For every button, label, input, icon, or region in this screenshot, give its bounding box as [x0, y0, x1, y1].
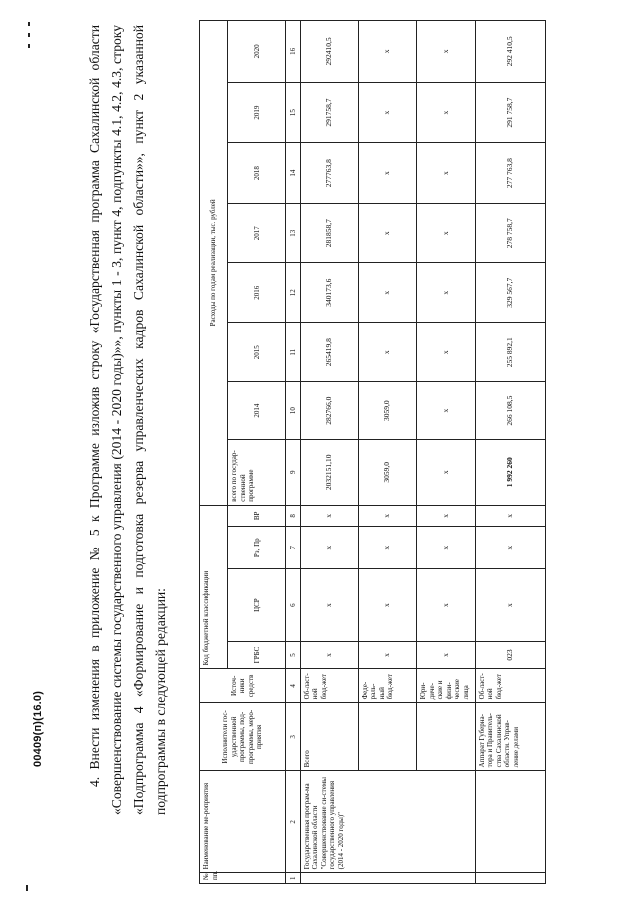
header-source: Источ-ники средств [200, 669, 286, 703]
column-number: 8 [286, 505, 300, 526]
value-cell-2020: 292 410,5 [475, 21, 545, 83]
header-2020: 2020 [228, 21, 286, 83]
value-cell-2019: 291758,7 [300, 82, 358, 143]
source-cell: Об-ласт-ной бюд-жет [300, 669, 358, 703]
table-row [358, 21, 416, 884]
csr-cell: x [300, 569, 358, 641]
value-cell-2017: x [358, 203, 416, 263]
csr-cell: x [417, 569, 475, 641]
header-total: всего по государ-ственной программе [228, 439, 286, 505]
value-cell-2015: 265419,8 [300, 322, 358, 382]
value-cell-2018: 277 763,8 [475, 143, 545, 204]
header-rz: Рз, Пр [228, 526, 286, 569]
table-row [475, 21, 545, 884]
value-cell-2016: x [358, 263, 416, 323]
column-number: 9 [286, 439, 300, 505]
value-cell-2015: x [417, 322, 475, 382]
intro-text [84, 25, 172, 815]
program-name: Государственная програм-ма Сахалинской области "Совершенствование си-стемы государственного управления (2014 - 2020 годы)" [300, 771, 475, 873]
source-cell: Феде-раль-ный бюд-жет [358, 669, 416, 703]
value-cell-2020: x [358, 21, 416, 83]
value-cell-2018: 277763,8 [300, 143, 358, 204]
grbs-cell: x [358, 641, 416, 669]
value-cell-2019: 291 758,7 [475, 82, 545, 143]
value-cell-2020: x [417, 21, 475, 83]
column-number: 5 [286, 641, 300, 669]
executor-cell: Аппарат Губерна-тора и Правитель-ства Сахалинской области. Управ-ление делами [475, 703, 545, 771]
total-cell: 1 992 260 [475, 439, 545, 505]
rz-cell: x [475, 526, 545, 569]
value-cell-2017: 281858,7 [300, 203, 358, 263]
header-num: № пп. [200, 873, 286, 884]
value-cell-2016: x [417, 263, 475, 323]
header-csr: ЦСР [228, 569, 286, 641]
column-number: 7 [286, 526, 300, 569]
header-executor: Исполнители гос-ударственной программы, под-программы, меро-приятия [200, 703, 286, 771]
vr-cell: x [300, 505, 358, 526]
value-cell-2018: x [358, 143, 416, 204]
column-number: 4 [286, 669, 300, 703]
column-number: 6 [286, 569, 300, 641]
column-number: 16 [286, 21, 300, 83]
column-number: 15 [286, 82, 300, 143]
grbs-cell: 023 [475, 641, 545, 669]
rz-cell: x [300, 526, 358, 569]
value-cell-2015: x [358, 322, 416, 382]
total-cell: 2032151,10 [300, 439, 358, 505]
executor-cell [358, 703, 416, 771]
column-number: 14 [286, 143, 300, 204]
value-cell-2017: 278 758,7 [475, 203, 545, 263]
value-cell-2014: 282766,0 [300, 382, 358, 439]
value-cell-2019: x [417, 82, 475, 143]
column-number: 3 [286, 703, 300, 771]
grbs-cell: x [417, 641, 475, 669]
value-cell-2014: x [417, 382, 475, 439]
column-number: 10 [286, 382, 300, 439]
value-cell-2017: x [417, 203, 475, 263]
column-number: 11 [286, 322, 300, 382]
executor-cell: Всего [300, 703, 358, 771]
column-number: 13 [286, 203, 300, 263]
header-2018: 2018 [228, 143, 286, 204]
table-row [300, 21, 358, 884]
vr-cell: x [358, 505, 416, 526]
intro-paragraph: 4. Внести изменения в приложение № 5 к Программе изложив строку «Государственная программа Сахалинской области «Совершенствование системы государственного управления (2014 - 2020 годы)»», пункты 1 - 3, пункт 4, подпункты 4.1, 4.2, 4.3, строку «Подпрограмма 4 «Формирование и подготовка резерва управленческих кадров Сахалинской области»», пункт 2 указанной подпрограммы в следующей редакции: [87, 25, 168, 815]
vr-cell: x [475, 505, 545, 526]
header-2014: 2014 [228, 382, 286, 439]
header-2015: 2015 [228, 322, 286, 382]
vr-cell: x [417, 505, 475, 526]
value-cell-2014: 3059,0 [358, 382, 416, 439]
grbs-cell: x [300, 641, 358, 669]
csr-cell: x [358, 569, 416, 641]
value-cell-2018: x [417, 143, 475, 204]
value-cell-2014: 266 108,5 [475, 382, 545, 439]
value-cell-2015: 255 892,1 [475, 322, 545, 382]
budget-table [199, 20, 546, 884]
total-cell: x [417, 439, 475, 505]
value-cell-2020: 292410,5 [300, 21, 358, 83]
source-cell: Юри-диче-ские и физи-ческие лица [417, 669, 475, 703]
value-cell-2016: 329 567,7 [475, 263, 545, 323]
header-vr: ВР [228, 505, 286, 526]
column-number: 2 [286, 771, 300, 873]
document-code: 00409(п)(16.0) [32, 690, 44, 767]
header-2019: 2019 [228, 82, 286, 143]
total-cell: 3059,0 [358, 439, 416, 505]
value-cell-2019: x [358, 82, 416, 143]
rz-cell: x [417, 526, 475, 569]
rz-cell: x [358, 526, 416, 569]
executor-cell [417, 703, 475, 771]
csr-cell: x [475, 569, 545, 641]
table-row [417, 21, 475, 884]
source-cell: Об-ласт-ной бюд-жет [475, 669, 545, 703]
column-number: 1 [286, 873, 300, 884]
header-grbs: ГРБС [228, 641, 286, 669]
value-cell-2016: 340173,6 [300, 263, 358, 323]
header-budget-code: Код бюджетной классификации [200, 505, 228, 669]
header-name: Наименование ме-роприятия [200, 771, 286, 873]
column-number: 12 [286, 263, 300, 323]
header-2016: 2016 [228, 263, 286, 323]
header-expenses: Расходы по годам реализации, тыс. рублей [200, 21, 228, 506]
header-2017: 2017 [228, 203, 286, 263]
